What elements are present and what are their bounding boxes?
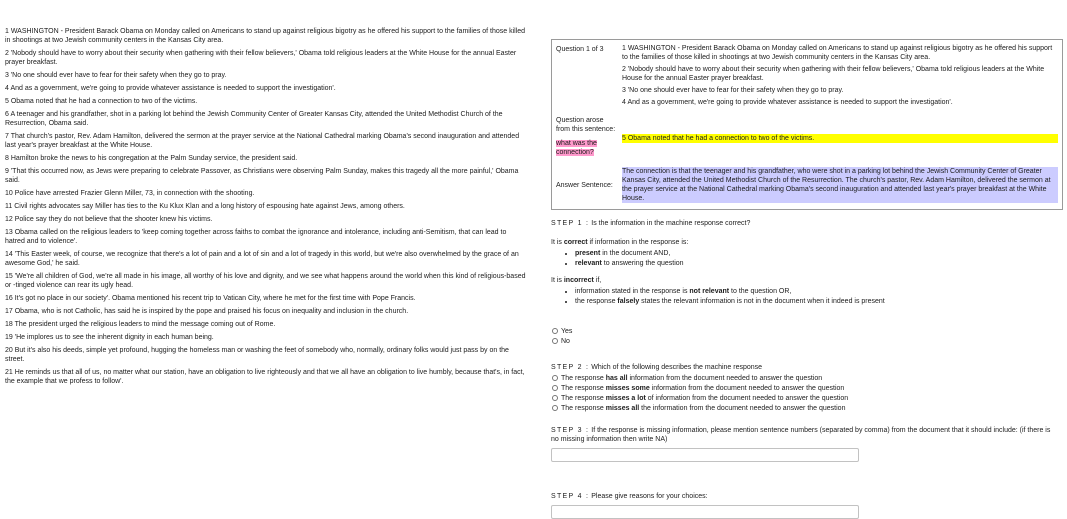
document-sentence: 18 The president urged the religious leaders to mind the message coming out of Rome. xyxy=(5,321,276,328)
document-sentence: 14 'This Easter week, of course, we recognize that there's a lot of pain and a lot of sin and a lot of tragedy in this world, but we're also overwhelmed by the grace of an awesome God,' he said. xyxy=(5,251,519,267)
document-sentence: 8 Hamilton broke the news to his congregation at the Palm Sunday service, the president said. xyxy=(5,155,298,162)
step2-option-radio[interactable] xyxy=(552,405,558,411)
question-context-box xyxy=(551,39,1063,210)
step4-title: Please give reasons for your choices: xyxy=(591,493,708,500)
step1-no-radio[interactable] xyxy=(552,338,558,344)
annotation-pane xyxy=(551,39,1063,519)
question-text-wrap xyxy=(556,139,618,157)
step4-label: STEP 4 : xyxy=(551,493,590,500)
context-sentences xyxy=(622,44,1058,110)
document-sentence-list xyxy=(5,27,527,386)
criteria-item: • the response falsely states the relevant information is not in the document when it indeed is present xyxy=(575,297,1063,306)
criteria-item: • information stated in the response is not relevant to the question OR, xyxy=(575,287,1063,296)
step4-input[interactable] xyxy=(551,505,859,519)
question-counter: Question 1 of 3 xyxy=(556,46,604,53)
step1-no-label: No xyxy=(561,338,570,345)
source-document-pane xyxy=(5,27,527,390)
step2-title: Which of the following describes the machine response xyxy=(591,364,763,371)
step3-section xyxy=(551,426,1063,462)
step2-option[interactable]: The response misses some information from the document needed to answer the question xyxy=(551,384,1063,393)
step1-section xyxy=(551,219,1063,346)
document-sentence: 2 'Nobody should have to worry about their security when gathering with their fellow believers,' Obama told religious leaders at the White House for the annual Easter prayer breakfast. xyxy=(5,50,517,66)
step2-label: STEP 2 : xyxy=(551,364,590,371)
step1-correct-intro: It is correct if information in the response is: xyxy=(551,239,689,246)
step2-option-radio[interactable] xyxy=(552,385,558,391)
step3-label: STEP 3 : xyxy=(551,427,590,434)
question-arose-label: Question arose from this sentence: xyxy=(556,117,616,133)
context-sentence: 4 And as a government, we're going to provide whatever assistance is needed to support the investigation'. xyxy=(622,99,953,106)
step2-heading xyxy=(551,363,1063,372)
step2-option[interactable]: The response misses all the information from the document needed to answer the question xyxy=(551,404,1063,413)
step1-no-option[interactable] xyxy=(551,337,1063,346)
step3-title: If the response is missing information, please mention sentence numbers (separated by comma) from the document that it should include: (if there is no missing information then write NA) xyxy=(551,427,1051,443)
step2-option-radio[interactable] xyxy=(552,375,558,381)
step2-option[interactable]: The response has all information from the document needed to answer the question xyxy=(551,374,1063,383)
step2-option[interactable]: The response misses a lot of information from the document needed to answer the question xyxy=(551,394,1063,403)
document-sentence: 17 Obama, who is not Catholic, has said he is inspired by the pope and praised his focus on inequality and inclusion in the church. xyxy=(5,308,409,315)
document-sentence: 4 And as a government, we're going to provide whatever assistance is needed to support the investigation'. xyxy=(5,85,336,92)
question-text: what was the connection? xyxy=(556,140,597,156)
document-sentence: 10 Police have arrested Frazier Glenn Miller, 73, in connection with the shooting. xyxy=(5,190,255,197)
document-sentence: 19 'He implores us to see the inherent dignity in each human being. xyxy=(5,334,214,341)
criteria-item: • present in the document AND, xyxy=(575,249,1063,258)
step4-heading xyxy=(551,492,1063,501)
step2-options xyxy=(551,374,1063,413)
step4-section xyxy=(551,492,1063,519)
document-sentence: 3 'No one should ever have to fear for their safety when they go to pray. xyxy=(5,72,227,79)
step1-yes-radio[interactable] xyxy=(552,328,558,334)
document-sentence: 15 'We're all children of God, we're all made in his image, all worthy of his love and dignity, and we see what happens around the world when this kind of religious-based or -tinged violence can rear its ugly head. xyxy=(5,273,526,289)
document-sentence: 5 Obama noted that he had a connection to two of the victims. xyxy=(5,98,198,105)
step3-heading xyxy=(551,426,1056,444)
context-sentence: 2 'Nobody should have to worry about their security when gathering with their fellow believers,' Obama told religious leaders at the White House for the annual Easter prayer breakfast. xyxy=(622,66,1045,82)
answer-sentence: The connection is that the teenager and his grandfather, who were shot in a parking lot behind the Jewish Community Center of Greater Kansas City, attended the United Methodist Church of the Resurrection. The church's pastor, Rev. Adam Hamilton, delivered the sermon at the prayer service at the National Cathedral marking Obama's second inauguration and attended last year's prayer breakfast at the White House. xyxy=(622,167,1058,203)
document-sentence: 9 'That this occurred now, as Jews were preparing to celebrate Passover, as Christians were observing Palm Sunday, makes this tragedy all the more painful,' Obama said. xyxy=(5,168,519,184)
document-sentence: 13 Obama called on the religious leaders to 'keep coming together across faiths to combat the ignorance and intolerance, including anti-Semitism, that can lead to hatred and to violence'. xyxy=(5,229,507,245)
highlighted-source-sentence: 5 Obama noted that he had a connection to two of the victims. xyxy=(622,134,1058,143)
question-labels xyxy=(556,115,618,162)
step2-option-radio[interactable] xyxy=(552,395,558,401)
document-sentence: 6 A teenager and his grandfather, shot in a parking lot behind the Jewish Community Center of Greater Kansas City, attended the United Methodist Church of the Resurrection, Obama said. xyxy=(5,111,503,127)
step1-label: STEP 1 : xyxy=(551,220,590,227)
document-sentence: 20 But it's also his deeds, simple yet profound, hugging the homeless man or washing the feet of somebody who, normally, ordinary folks would just pass by on the street. xyxy=(5,347,509,363)
document-sentence: 16 It's got no place in our society'. Obama mentioned his recent trip to Vatican City, where he met for the first time with Pope Francis. xyxy=(5,295,416,302)
step1-heading xyxy=(551,219,1063,228)
step2-section xyxy=(551,363,1063,413)
step1-title: Is the information in the machine response correct? xyxy=(591,220,751,227)
step1-yes-option[interactable] xyxy=(551,327,1063,336)
step1-correct-criteria xyxy=(563,249,1063,268)
context-sentence: 3 'No one should ever have to fear for their safety when they go to pray. xyxy=(622,87,844,94)
step1-radio-group xyxy=(551,327,1063,346)
step3-input[interactable] xyxy=(551,448,859,462)
criteria-item: • relevant to answering the question xyxy=(575,259,1063,268)
document-sentence: 12 Police say they do not believe that the shooter knew his victims. xyxy=(5,216,213,223)
document-sentence: 21 He reminds us that all of us, no matter what our station, have an obligation to live righteously and that we all have an obligation to live humbly, because that's, in fact, the example that we profess to follow'. xyxy=(5,369,525,385)
step1-yes-label: Yes xyxy=(561,328,573,335)
step1-incorrect-intro: It is incorrect if, xyxy=(551,277,602,284)
context-sentence-list xyxy=(622,44,1058,107)
document-sentence: 7 That church's pastor, Rev. Adam Hamilton, delivered the sermon at the prayer service at the National Cathedral marking Obama's second inauguration and attended last year's prayer breakfast at the White House. xyxy=(5,133,520,149)
document-sentence: 1 WASHINGTON - President Barack Obama on Monday called on Americans to stand up against religious bigotry as he offered his support to the families of those killed in shootings at two Jewish community centers in the Kansas City area. xyxy=(5,28,526,44)
step1-incorrect-criteria xyxy=(563,287,1063,306)
document-sentence: 11 Civil rights advocates say Miller has ties to the Ku Klux Klan and a long history of espousing hate against Jews, among others. xyxy=(5,203,405,210)
context-sentence: 1 WASHINGTON - President Barack Obama on Monday called on Americans to stand up against religious bigotry as he offered his support to the families of those killed in shootings at two Jewish community centers in the Kansas City area. xyxy=(622,45,1053,61)
answer-sentence-label: Answer Sentence: xyxy=(556,182,613,189)
